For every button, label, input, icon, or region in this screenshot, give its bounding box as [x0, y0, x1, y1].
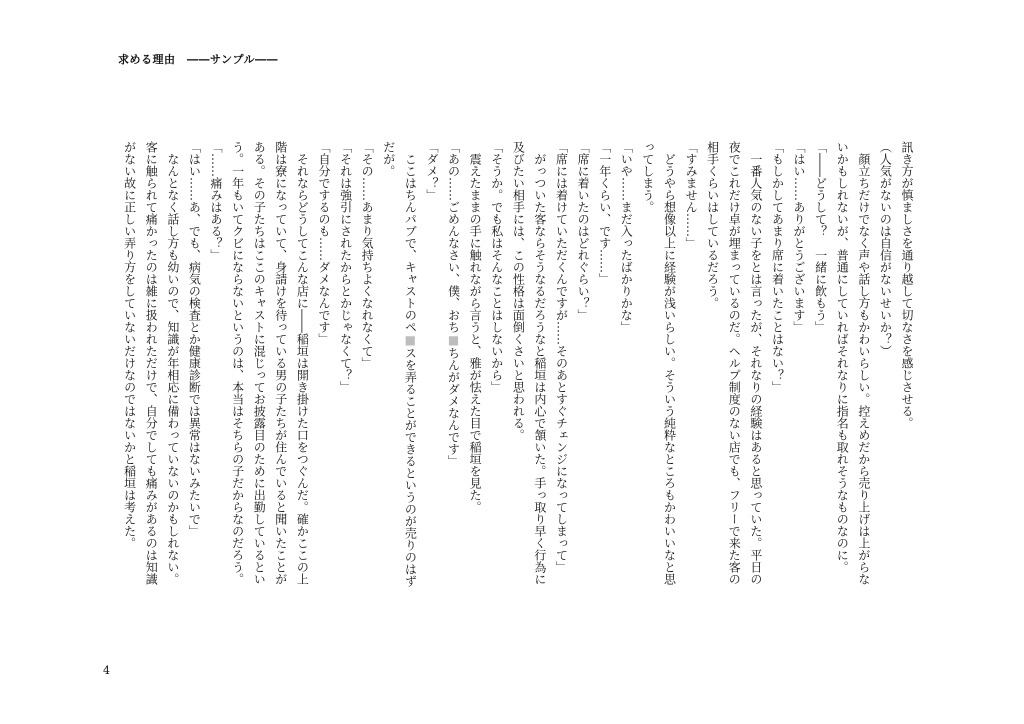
text-column: 「その……あまり気持ちよくなれなくて」	[360, 141, 375, 369]
text-column: がない故に正しい弄り方をしていないだけなのではないかと稲垣は考えた。	[122, 141, 137, 549]
text-column: ここはちんパブで、キャストのペ■スを弄ることができるというのが売りのはず	[403, 141, 418, 587]
text-column: 「席に着いたのはどれぐらい？」	[576, 141, 591, 321]
text-column: 「――どうして？ 一緒に飲もう」	[813, 141, 828, 333]
page-number: 4	[103, 664, 110, 677]
text-column: う。一年もいてクビにならないというのは、本当はそちらの子だからなのだろう。	[230, 141, 245, 585]
text-column: 「いや……まだ入ったばかりかな」	[619, 141, 634, 333]
text-column: 「それは強引にされたからとかじゃなくて？」	[338, 141, 353, 393]
text-column: いかもしれないが、普通にしていればそれなりに指名も取れそうなものなのに。	[835, 141, 850, 573]
text-column: ってしまう。	[640, 141, 655, 213]
text-column: 「もしかしてあまり席に着いたことはない？」	[770, 141, 785, 393]
text-column: 訊き方が慎ましさを通り越して切なさを感じさせる。	[900, 141, 914, 429]
text-column: 夜でこれだけ卓が埋まっているのだ。ヘルプ制度のない店でも、フリーで来た客の	[727, 141, 742, 585]
running-header-title: 求める理由 ――サンプル――	[118, 53, 279, 66]
text-column: 「そうか。でも私はそんなことはしないから」	[489, 141, 504, 393]
text-column: 「すみません……」	[684, 141, 699, 249]
text-column: だが。	[381, 141, 396, 177]
censor-mark: ■	[446, 333, 461, 347]
text-column: どうやら想像以上に経験が浅いらしい。そういう純粋なところもかわいいなと思	[662, 141, 677, 585]
text-column: 「……痛みはある？」	[209, 141, 223, 261]
text-column: 「自分でするのも……ダメなんです」	[316, 141, 331, 345]
text-column: 顔立ちだけでなく声や話し方もかわいらしい。控えめだから売り上げは上がらな	[856, 141, 871, 585]
text-column: 一番人気のない子をとは言ったが、それなりの経験はあると思っていた。平日の	[748, 141, 763, 585]
text-column: 「ダメ？」	[424, 141, 439, 201]
text-column: 客に触られて痛かったのは雑に扱われただけで、自分でしても痛みがあるのは知識	[144, 141, 159, 585]
text-column: それならどうしてこんな店に――稲垣は開き掛けた口をつぐんだ。確かここの上	[295, 141, 310, 585]
text-column: 震えたままの手に触れながら言うと、雅が怯えた目で稲垣を見た。	[468, 141, 483, 513]
text-column: なんとなく話し方も幼いので、知識が年相応に備わっていないのかもしれない。	[165, 141, 180, 585]
text-column: 「一年くらい、です……」	[597, 141, 612, 285]
text-column: 階は寮になっていて、身請けを待っている男の子たちが住んでいると聞いたことが	[273, 141, 288, 585]
censor-mark: ■	[403, 333, 418, 347]
text-column: がっついた客ならそうなるだろうなと稲垣は内心で頷いた。手っ取り早く行為に	[532, 141, 547, 585]
text-column: 及びたい相手には、この性格は面倒くさいと思われる。	[511, 141, 526, 441]
text-column: 「席には着けていただくんですが……そのあとすぐチェンジになってしまって」	[554, 141, 569, 573]
vertical-text-body	[117, 141, 917, 601]
text-column: ある。その子たちはここのキャストに混じってお披露目のために出勤しているとい	[252, 141, 267, 585]
text-column: 「はい……ありがとうございます」	[792, 141, 807, 333]
text-column: 「はい……あ、でも、病気の検査とか健康診断では異常はないみたいで」	[187, 141, 202, 537]
text-column: 「あの……ごめんなさい、僕、おち■ちんがダメなんです」	[446, 141, 461, 467]
text-column: 相手くらいはしているだろう。	[705, 141, 720, 309]
text-column: （人気がないのは自信がないせいか？）	[878, 141, 893, 357]
